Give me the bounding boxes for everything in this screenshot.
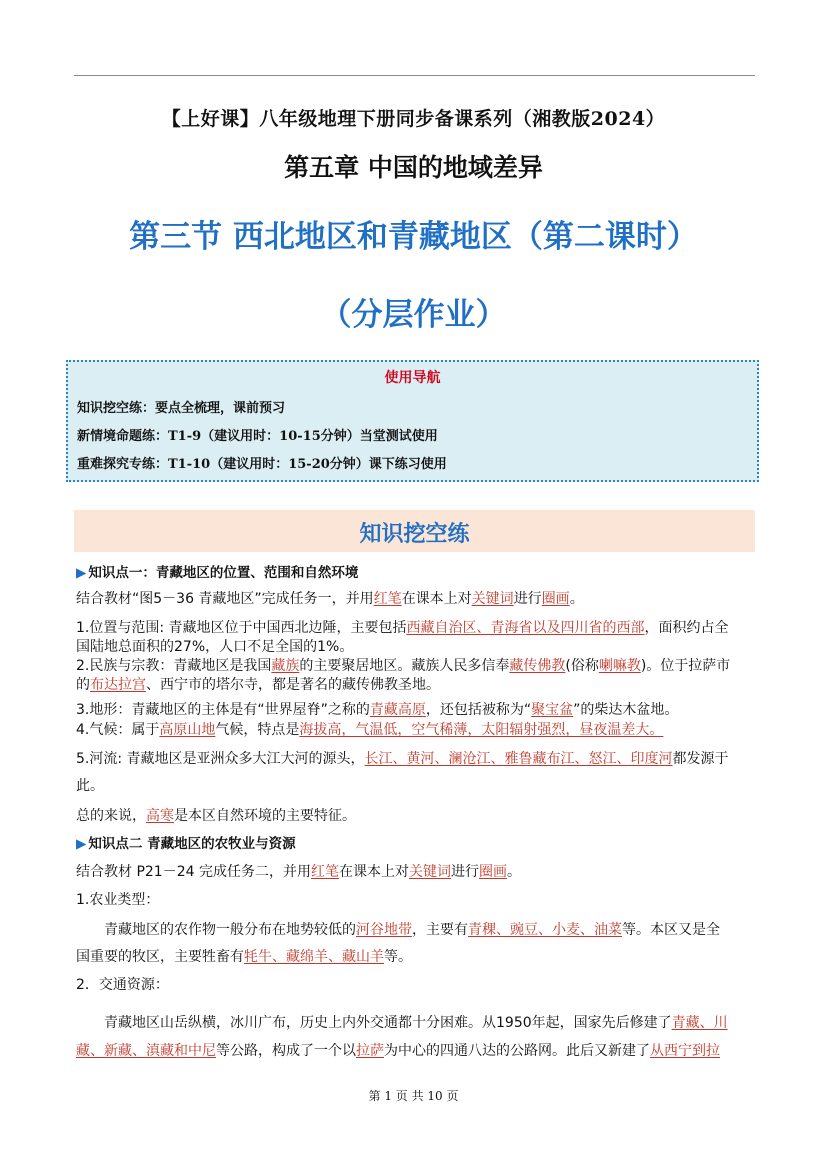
text-segment: 2．交通资源： [76, 977, 169, 993]
text-segment: 等。 [384, 949, 412, 965]
text-segment: 青藏地区的农作物一般分布在地势较低的 [104, 922, 356, 938]
body-line [76, 974, 169, 994]
body-line [76, 655, 730, 675]
series-title: 【上好课】八年级地理下册同步备课系列（湘教版2024） [161, 108, 666, 130]
triangle-right-icon: ▶ [76, 565, 87, 581]
body-line [76, 674, 440, 694]
key-term: 海拔高，气温低，空气稀薄，太阳辐射强烈，昼夜温差大。 [299, 722, 664, 738]
body-line [76, 861, 521, 881]
key-term: 圈画 [541, 591, 570, 607]
key-term: 青藏高原 [369, 702, 426, 718]
body-line [76, 699, 678, 719]
key-term: 青稞、豌豆、小麦、油菜 [468, 922, 622, 938]
key-term: 红笔 [373, 591, 402, 607]
body-line [76, 775, 104, 795]
text-segment: 的主要聚居地区。藏族人民多信奉 [299, 658, 510, 674]
key-term: 牦牛、藏绵羊、藏山羊 [244, 949, 384, 965]
band-title: 知识挖空练 [359, 522, 470, 547]
text-segment: 在课本上对 [338, 864, 409, 880]
body-line [76, 946, 412, 966]
body-line [76, 588, 584, 608]
body-line [76, 748, 729, 768]
text-segment: 国重要的牧区，主要牲畜有 [76, 949, 244, 965]
section-title: 第三节 西北地区和青藏地区（第二课时） [129, 219, 698, 255]
nav-line: 新情境命题练：T1-9（建议用时：10-15分钟）当堂测试使用 [77, 429, 438, 444]
subtitle: （分层作业） [320, 297, 507, 333]
text-segment: 4.气候：属于 [76, 722, 160, 738]
body-line [104, 919, 720, 939]
text-segment: 此。 [76, 778, 104, 794]
key-term: 从西宁到拉 [650, 1043, 720, 1059]
body-line [76, 889, 159, 909]
nav-title: 使用导航 [384, 370, 441, 386]
text-segment: 2.民族与宗教：青藏地区是我国 [76, 658, 272, 674]
chapter-title: 第五章 中国的地域差异 [284, 153, 543, 182]
text-segment: 进行 [450, 864, 479, 880]
text-segment: 进行 [513, 591, 542, 607]
body-line [104, 1012, 728, 1032]
body-line [76, 617, 729, 637]
knowledge-point-heading [76, 832, 296, 852]
text-segment: 、西宁市的塔尔寺，都是著名的藏传佛教圣地。 [146, 677, 440, 693]
key-term: 关键词 [471, 591, 514, 607]
kp2-heading: 知识点二 青藏地区的农牧业与资源 [88, 836, 296, 852]
body-line [76, 636, 353, 656]
key-term: 青藏、川 [671, 1015, 728, 1031]
kp1-heading: 知识点一：青藏地区的位置、范围和自然环境 [88, 565, 359, 581]
nav-line: 重难探究专练：T1-10（建议用时：15-20分钟）课下练习使用 [77, 457, 447, 472]
key-term: 藏、新藏、滇藏和中尼 [76, 1043, 216, 1059]
text-segment: ，面积约占全 [644, 620, 729, 636]
text-segment: 5.河流: 青藏地区是亚洲众多大江大河的源头， [76, 751, 365, 767]
page-footer: 第 1 页 共 10 页 [368, 1089, 459, 1103]
triangle-right-icon: ▶ [76, 836, 87, 852]
text-segment: (俗称 [565, 658, 599, 674]
text-segment: 为中心的四通八达的公路网。此后又新建了 [384, 1043, 650, 1059]
text-segment: 结合教材“图5－36 青藏地区”完成任务一，并用 [76, 591, 374, 607]
text-segment: 3.地形：青藏地区的主体是有“世界屋脊”之称的 [76, 702, 370, 718]
text-segment: ，还包括被称为“ [425, 702, 532, 718]
key-term: 圈画 [478, 864, 507, 880]
section-band [74, 510, 755, 552]
knowledge-point-heading [76, 561, 358, 581]
text-segment: 1.农业类型： [76, 892, 160, 908]
key-term: 藏传佛教 [509, 658, 566, 674]
key-term: 高寒 [146, 808, 174, 824]
key-term: 关键词 [408, 864, 451, 880]
key-term: 高原山地 [159, 722, 216, 738]
body-line [76, 805, 356, 825]
key-term: 西藏自治区、青海省以及四川省的西部 [406, 620, 645, 636]
text-segment: 总的来说， [76, 808, 146, 824]
text-segment: 等公路，构成了一个以 [216, 1043, 356, 1059]
nav-line: 知识挖空练：要点全梳理，课前预习 [77, 401, 286, 416]
key-term: 聚宝盆 [531, 702, 574, 718]
text-segment: 的 [76, 677, 90, 693]
text-segment: 是本区自然环境的主要特征。 [174, 808, 356, 824]
text-segment: ，主要有 [412, 922, 468, 938]
text-segment: 都发源于 [672, 751, 729, 767]
body-line [76, 1040, 720, 1060]
key-term: 长江、黄河、澜沧江、雅鲁藏布江、怒江、印度河 [364, 751, 673, 767]
key-term: 河谷地带 [356, 922, 412, 938]
key-term: 藏族 [271, 658, 300, 674]
text-segment: 国陆地总面积的27%，人口不足全国的1%。 [76, 639, 354, 655]
text-segment: ”的柴达木盆地。 [573, 702, 679, 718]
text-segment: 在课本上对 [401, 591, 472, 607]
text-segment: 等。本区又是全 [622, 922, 720, 938]
key-term: 红笔 [310, 864, 339, 880]
header-rule [74, 75, 755, 76]
text-segment: 。 [569, 591, 584, 607]
text-segment: )。位于拉萨市 [640, 658, 731, 674]
key-term: 喇嘛教 [598, 658, 641, 674]
text-segment: 青藏地区山岳纵横，冰川广布，历史上内外交通都十分困难。从1950年起，国家先后修建了 [104, 1015, 672, 1031]
usage-navigation-box [66, 360, 759, 482]
body-line [76, 719, 663, 739]
key-term: 布达拉宫 [90, 677, 146, 693]
text-segment: 结合教材 P21－24 完成任务二，并用 [76, 864, 311, 880]
text-segment: 气候，特点是 [215, 722, 300, 738]
key-term: 拉萨 [356, 1043, 384, 1059]
text-segment: 。 [506, 864, 521, 880]
text-segment: 1.位置与范围: 青藏地区位于中国西北边陲，主要包括 [76, 620, 407, 636]
